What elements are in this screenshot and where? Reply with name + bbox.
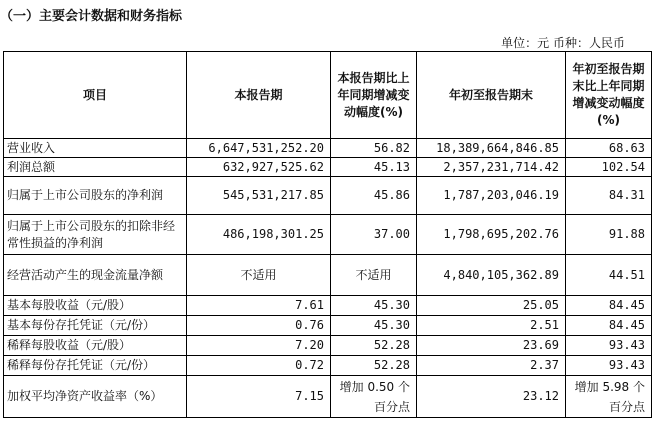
row-ytd-change [566, 376, 652, 418]
table-header-row [4, 52, 652, 139]
row-item: 利润总额 [4, 158, 187, 177]
row-ytd-change: 93.43 [566, 356, 652, 376]
row-item: 营业收入 [4, 139, 187, 158]
row-ytd: 4,840,105,362.89 [417, 255, 566, 296]
row-ytd-change: 84.45 [566, 316, 652, 336]
row-current-change: 52.28 [331, 356, 417, 376]
row-item: 稀释每份存托凭证（元/份） [4, 356, 187, 376]
table-row [4, 336, 652, 356]
row-current: 486,198,301.25 [187, 215, 331, 255]
row-current-change: 45.86 [331, 177, 417, 215]
row-ytd-change: 91.88 [566, 215, 652, 255]
row-ytd: 25.05 [417, 296, 566, 316]
row-current: 6,647,531,252.20 [187, 139, 331, 158]
row-ytd: 1,798,695,202.76 [417, 215, 566, 255]
row-item: 基本每份存托凭证（元/份） [4, 316, 187, 336]
row-ytd-change: 84.31 [566, 177, 652, 215]
unit-currency-line: 单位：元 币种：人民币 [501, 36, 625, 50]
row-current: 0.72 [187, 356, 331, 376]
table-row [4, 215, 652, 255]
row-item: 基本每股收益（元/股） [4, 296, 187, 316]
row-current-change: 45.13 [331, 158, 417, 177]
row-ytd: 18,389,664,846.85 [417, 139, 566, 158]
row-ytd: 23.12 [417, 376, 566, 418]
row-current-change: 45.30 [331, 296, 417, 316]
header-current-period: 本报告期 [187, 52, 331, 139]
row-current: 7.20 [187, 336, 331, 356]
row-current-change: 37.00 [331, 215, 417, 255]
row-current: 545,531,217.85 [187, 177, 331, 215]
row-current-change: 不适用 [331, 255, 417, 296]
row-ytd: 2,357,231,714.42 [417, 158, 566, 177]
row-ytd: 1,787,203,046.19 [417, 177, 566, 215]
header-ytd-change: 年初至报告期末比上年同期增减变动幅度(%) [566, 52, 652, 139]
row-current: 632,927,525.62 [187, 158, 331, 177]
header-ytd: 年初至报告期末 [417, 52, 566, 139]
financial-data-table [3, 51, 652, 418]
table-row [4, 356, 652, 376]
row-current-change [331, 376, 417, 418]
row-current-change: 45.30 [331, 316, 417, 336]
row-ytd-change: 102.54 [566, 158, 652, 177]
row-ytd-change: 68.63 [566, 139, 652, 158]
row-item: 归属于上市公司股东的净利润 [4, 177, 187, 215]
table-row [4, 316, 652, 336]
section-title: （一）主要会计数据和财务指标 [0, 9, 183, 24]
header-current-change: 本报告期比上年同期增减变动幅度(%) [331, 52, 417, 139]
header-item: 项目 [4, 52, 187, 139]
row-ytd: 2.51 [417, 316, 566, 336]
table-row [4, 158, 652, 177]
row-ytd-change: 44.51 [566, 255, 652, 296]
row-item: 加权平均净资产收益率（%） [4, 376, 187, 418]
table-row [4, 177, 652, 215]
row-item: 经营活动产生的现金流量净额 [4, 255, 187, 296]
row-ytd: 2.37 [417, 356, 566, 376]
row-current: 不适用 [187, 255, 331, 296]
row-item: 归属于上市公司股东的扣除非经常性损益的净利润 [4, 215, 187, 255]
row-ytd-change: 84.45 [566, 296, 652, 316]
row-current: 7.61 [187, 296, 331, 316]
table-row [4, 255, 652, 296]
row-current-change: 56.82 [331, 139, 417, 158]
row-current-change: 52.28 [331, 336, 417, 356]
row-item: 稀释每股收益（元/股） [4, 336, 187, 356]
row-ytd: 23.69 [417, 336, 566, 356]
table-row [4, 139, 652, 158]
ytd-change-text: 增加 5.98 个百分点 [574, 379, 645, 414]
table-row [4, 376, 652, 418]
table-row [4, 296, 652, 316]
row-ytd-change: 93.43 [566, 336, 652, 356]
current-change-text: 增加 0.50 个百分点 [339, 379, 410, 414]
row-current: 7.15 [187, 376, 331, 418]
row-current: 0.76 [187, 316, 331, 336]
